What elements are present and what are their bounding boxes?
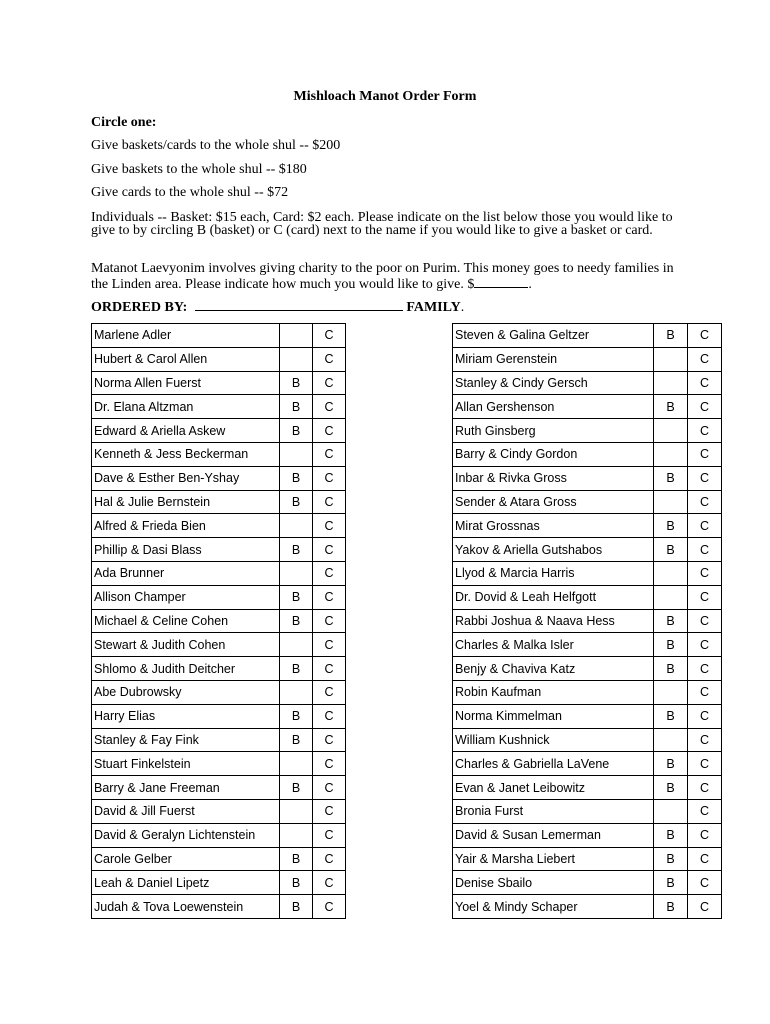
table-row: [92, 823, 346, 847]
circle-heading: Circle one:: [91, 115, 157, 130]
table-row: [92, 490, 346, 514]
card-option[interactable]: C: [688, 419, 722, 443]
basket-option: [280, 514, 313, 538]
table-row: [453, 752, 722, 776]
table-row: [92, 561, 346, 585]
table-row: [92, 657, 346, 681]
recipient-name: Allan Gershenson: [453, 395, 654, 419]
recipient-name: Hal & Julie Bernstein: [92, 490, 280, 514]
basket-option[interactable]: B: [654, 395, 688, 419]
table-row: [453, 799, 722, 823]
card-option[interactable]: C: [688, 585, 722, 609]
table-row: [453, 585, 722, 609]
table-row: [453, 347, 722, 371]
table-row: [453, 514, 722, 538]
table-row: [92, 799, 346, 823]
recipient-name: Benjy & Chaviva Katz: [453, 657, 654, 681]
basket-option[interactable]: B: [654, 871, 688, 895]
table-row: [92, 419, 346, 443]
basket-option[interactable]: B: [654, 823, 688, 847]
table-row: [453, 538, 722, 562]
table-row: [453, 561, 722, 585]
card-option[interactable]: C: [688, 847, 722, 871]
basket-option[interactable]: B: [280, 728, 313, 752]
table-row: [92, 347, 346, 371]
card-option[interactable]: C: [313, 847, 346, 871]
card-option[interactable]: C: [313, 776, 346, 800]
recipient-name: Llyod & Marcia Harris: [453, 561, 654, 585]
recipient-name: Judah & Tova Loewenstein: [92, 895, 280, 919]
basket-option: [280, 324, 313, 348]
card-option[interactable]: C: [688, 728, 722, 752]
recipient-name: Miriam Gerenstein: [453, 347, 654, 371]
basket-option: [280, 442, 313, 466]
table-row: [453, 466, 722, 490]
recipient-name: Carole Gelber: [92, 847, 280, 871]
basket-option[interactable]: B: [654, 466, 688, 490]
table-row: [453, 823, 722, 847]
matanot-text: Matanot Laevyonim involves giving charity to the poor on Purim. This money goes to needy families in the Linden area. Please indicate how much you would like to give. $: [91, 261, 674, 292]
card-option[interactable]: C: [313, 561, 346, 585]
basket-option[interactable]: B: [654, 657, 688, 681]
recipient-name: Inbar & Rivka Gross: [453, 466, 654, 490]
basket-option[interactable]: B: [280, 466, 313, 490]
card-option[interactable]: C: [313, 324, 346, 348]
recipient-name: Dave & Esther Ben-Yshay: [92, 466, 280, 490]
card-option[interactable]: C: [688, 776, 722, 800]
table-row: [453, 895, 722, 919]
basket-option[interactable]: B: [280, 776, 313, 800]
card-option[interactable]: C: [688, 395, 722, 419]
option-whole-shul-cards[interactable]: Give cards to the whole shul -- $72: [91, 185, 289, 200]
recipient-name: Hubert & Carol Allen: [92, 347, 280, 371]
card-option[interactable]: C: [688, 680, 722, 704]
basket-option: [280, 752, 313, 776]
recipient-name: Yoel & Mindy Schaper: [453, 895, 654, 919]
card-option[interactable]: C: [688, 371, 722, 395]
card-option[interactable]: C: [313, 442, 346, 466]
card-option[interactable]: C: [313, 823, 346, 847]
recipient-name: Mirat Grossnas: [453, 514, 654, 538]
recipient-name: Yakov & Ariella Gutshabos: [453, 538, 654, 562]
card-option[interactable]: C: [313, 466, 346, 490]
basket-option[interactable]: B: [280, 538, 313, 562]
table-row: [92, 871, 346, 895]
table-row: [92, 324, 346, 348]
card-option[interactable]: C: [313, 490, 346, 514]
table-row: [92, 895, 346, 919]
table-row: [92, 680, 346, 704]
basket-option: [280, 633, 313, 657]
card-option[interactable]: C: [313, 752, 346, 776]
basket-option[interactable]: B: [654, 776, 688, 800]
card-option[interactable]: C: [688, 823, 722, 847]
table-row: [92, 442, 346, 466]
table-row: [453, 680, 722, 704]
card-option[interactable]: C: [688, 799, 722, 823]
recipient-name: Evan & Janet Leibowitz: [453, 776, 654, 800]
card-option[interactable]: C: [688, 752, 722, 776]
basket-option: [654, 490, 688, 514]
basket-option[interactable]: B: [280, 871, 313, 895]
table-row: [92, 466, 346, 490]
card-option[interactable]: C: [313, 895, 346, 919]
basket-option: [654, 561, 688, 585]
card-option[interactable]: C: [688, 490, 722, 514]
recipient-name: Marlene Adler: [92, 324, 280, 348]
basket-option: [654, 419, 688, 443]
recipient-name: Abe Dubrowsky: [92, 680, 280, 704]
basket-option[interactable]: B: [280, 609, 313, 633]
basket-option[interactable]: B: [280, 395, 313, 419]
recipient-name: Harry Elias: [92, 704, 280, 728]
table-row: [92, 514, 346, 538]
basket-option[interactable]: B: [654, 609, 688, 633]
matanot-period: .: [528, 277, 532, 292]
table-row: [453, 324, 722, 348]
card-option[interactable]: C: [688, 633, 722, 657]
recipient-name: Shlomo & Judith Deitcher: [92, 657, 280, 681]
basket-option: [654, 585, 688, 609]
card-option[interactable]: C: [313, 514, 346, 538]
table-row: [453, 609, 722, 633]
table-row: [453, 657, 722, 681]
basket-option[interactable]: B: [280, 419, 313, 443]
table-row: [453, 371, 722, 395]
matanot-paragraph: [91, 262, 691, 291]
amount-field[interactable]: [474, 275, 528, 288]
table-row: [92, 609, 346, 633]
table-row: [92, 776, 346, 800]
recipient-name: Barry & Cindy Gordon: [453, 442, 654, 466]
basket-option[interactable]: B: [654, 514, 688, 538]
card-option[interactable]: C: [688, 347, 722, 371]
family-period: .: [460, 300, 465, 315]
table-row: [453, 442, 722, 466]
option-whole-shul-baskets[interactable]: Give baskets to the whole shul -- $180: [91, 162, 307, 177]
recipient-name: Stanley & Cindy Gersch: [453, 371, 654, 395]
left-recipient-table: [91, 323, 346, 919]
recipient-name: Allison Champer: [92, 585, 280, 609]
recipient-name: Barry & Jane Freeman: [92, 776, 280, 800]
recipient-name: Stewart & Judith Cohen: [92, 633, 280, 657]
card-option[interactable]: C: [688, 561, 722, 585]
card-option[interactable]: C: [688, 466, 722, 490]
table-row: [453, 490, 722, 514]
recipient-name: Steven & Galina Geltzer: [453, 324, 654, 348]
table-row: [453, 847, 722, 871]
basket-option[interactable]: B: [280, 657, 313, 681]
card-option[interactable]: C: [313, 871, 346, 895]
card-option[interactable]: C: [313, 657, 346, 681]
table-row: [92, 585, 346, 609]
card-option[interactable]: C: [688, 895, 722, 919]
basket-option: [280, 680, 313, 704]
card-option[interactable]: C: [688, 442, 722, 466]
card-option[interactable]: C: [313, 633, 346, 657]
recipient-name: Stuart Finkelstein: [92, 752, 280, 776]
individuals-instructions: Individuals -- Basket: $15 each, Card: $2 each. Please indicate on the list below those you would like to give to by circling B (basket) or C (card) next to the name if you would like to give a basket or card.: [91, 210, 673, 238]
basket-option: [280, 561, 313, 585]
table-row: [92, 371, 346, 395]
card-option[interactable]: C: [313, 419, 346, 443]
basket-option[interactable]: B: [654, 704, 688, 728]
option-whole-shul-both[interactable]: Give baskets/cards to the whole shul -- $200: [91, 138, 341, 153]
recipient-name: Dr. Elana Altzman: [92, 395, 280, 419]
recipient-name: Kenneth & Jess Beckerman: [92, 442, 280, 466]
family-name-field[interactable]: [195, 298, 403, 311]
table-row: [453, 633, 722, 657]
table-row: [92, 633, 346, 657]
basket-option[interactable]: B: [280, 585, 313, 609]
basket-option[interactable]: B: [280, 371, 313, 395]
card-option[interactable]: C: [688, 609, 722, 633]
card-option[interactable]: C: [313, 704, 346, 728]
card-option[interactable]: C: [688, 514, 722, 538]
ordered-by-row: [91, 298, 464, 314]
recipient-name: Leah & Daniel Lipetz: [92, 871, 280, 895]
card-option[interactable]: C: [313, 371, 346, 395]
recipient-name: Phillip & Dasi Blass: [92, 538, 280, 562]
recipient-name: Charles & Malka Isler: [453, 633, 654, 657]
right-recipient-table: [452, 323, 722, 919]
basket-option[interactable]: B: [280, 847, 313, 871]
basket-option: [280, 799, 313, 823]
recipient-name: David & Geralyn Lichtenstein: [92, 823, 280, 847]
ordered-by-label: ORDERED BY:: [91, 300, 188, 315]
basket-option[interactable]: B: [654, 633, 688, 657]
basket-option[interactable]: B: [654, 538, 688, 562]
card-option[interactable]: C: [313, 538, 346, 562]
table-row: [453, 395, 722, 419]
table-row: [453, 419, 722, 443]
recipient-name: William Kushnick: [453, 728, 654, 752]
basket-option[interactable]: B: [280, 490, 313, 514]
recipient-name: Yair & Marsha Liebert: [453, 847, 654, 871]
recipient-name: Alfred & Frieda Bien: [92, 514, 280, 538]
basket-option: [280, 347, 313, 371]
card-option[interactable]: C: [313, 347, 346, 371]
recipient-name: Ruth Ginsberg: [453, 419, 654, 443]
table-row: [92, 704, 346, 728]
table-row: [453, 776, 722, 800]
card-option[interactable]: C: [313, 609, 346, 633]
basket-option[interactable]: B: [654, 752, 688, 776]
basket-option: [654, 680, 688, 704]
recipient-name: Ada Brunner: [92, 561, 280, 585]
table-row: [453, 871, 722, 895]
basket-option[interactable]: B: [654, 324, 688, 348]
card-option[interactable]: C: [313, 728, 346, 752]
basket-option: [654, 371, 688, 395]
table-row: [92, 847, 346, 871]
card-option[interactable]: C: [688, 324, 722, 348]
table-row: [453, 704, 722, 728]
card-option[interactable]: C: [313, 799, 346, 823]
table-row: [92, 538, 346, 562]
basket-option[interactable]: B: [654, 895, 688, 919]
recipient-name: Stanley & Fay Fink: [92, 728, 280, 752]
basket-option: [654, 728, 688, 752]
form-title: Mishloach Manot Order Form: [293, 89, 477, 104]
recipient-name: Edward & Ariella Askew: [92, 419, 280, 443]
basket-option: [654, 799, 688, 823]
recipient-name: Robin Kaufman: [453, 680, 654, 704]
recipient-name: David & Susan Lemerman: [453, 823, 654, 847]
basket-option[interactable]: B: [654, 847, 688, 871]
table-row: [92, 395, 346, 419]
recipient-name: Sender & Atara Gross: [453, 490, 654, 514]
table-row: [92, 728, 346, 752]
basket-option: [280, 823, 313, 847]
recipient-name: Dr. Dovid & Leah Helfgott: [453, 585, 654, 609]
card-option[interactable]: C: [688, 704, 722, 728]
recipient-name: Denise Sbailo: [453, 871, 654, 895]
basket-option: [654, 442, 688, 466]
basket-option[interactable]: B: [280, 895, 313, 919]
recipient-name: David & Jill Fuerst: [92, 799, 280, 823]
card-option[interactable]: C: [688, 657, 722, 681]
card-option[interactable]: C: [313, 395, 346, 419]
card-option[interactable]: C: [688, 538, 722, 562]
table-row: [453, 728, 722, 752]
card-option[interactable]: C: [688, 871, 722, 895]
recipient-name: Norma Allen Fuerst: [92, 371, 280, 395]
table-row: [92, 752, 346, 776]
card-option[interactable]: C: [313, 680, 346, 704]
family-label: FAMILY: [406, 300, 461, 315]
recipient-name: Michael & Celine Cohen: [92, 609, 280, 633]
recipient-name: Charles & Gabriella LaVene: [453, 752, 654, 776]
recipient-name: Norma Kimmelman: [453, 704, 654, 728]
recipient-name: Bronia Furst: [453, 799, 654, 823]
basket-option[interactable]: B: [280, 704, 313, 728]
basket-option: [654, 347, 688, 371]
card-option[interactable]: C: [313, 585, 346, 609]
recipient-name: Rabbi Joshua & Naava Hess: [453, 609, 654, 633]
